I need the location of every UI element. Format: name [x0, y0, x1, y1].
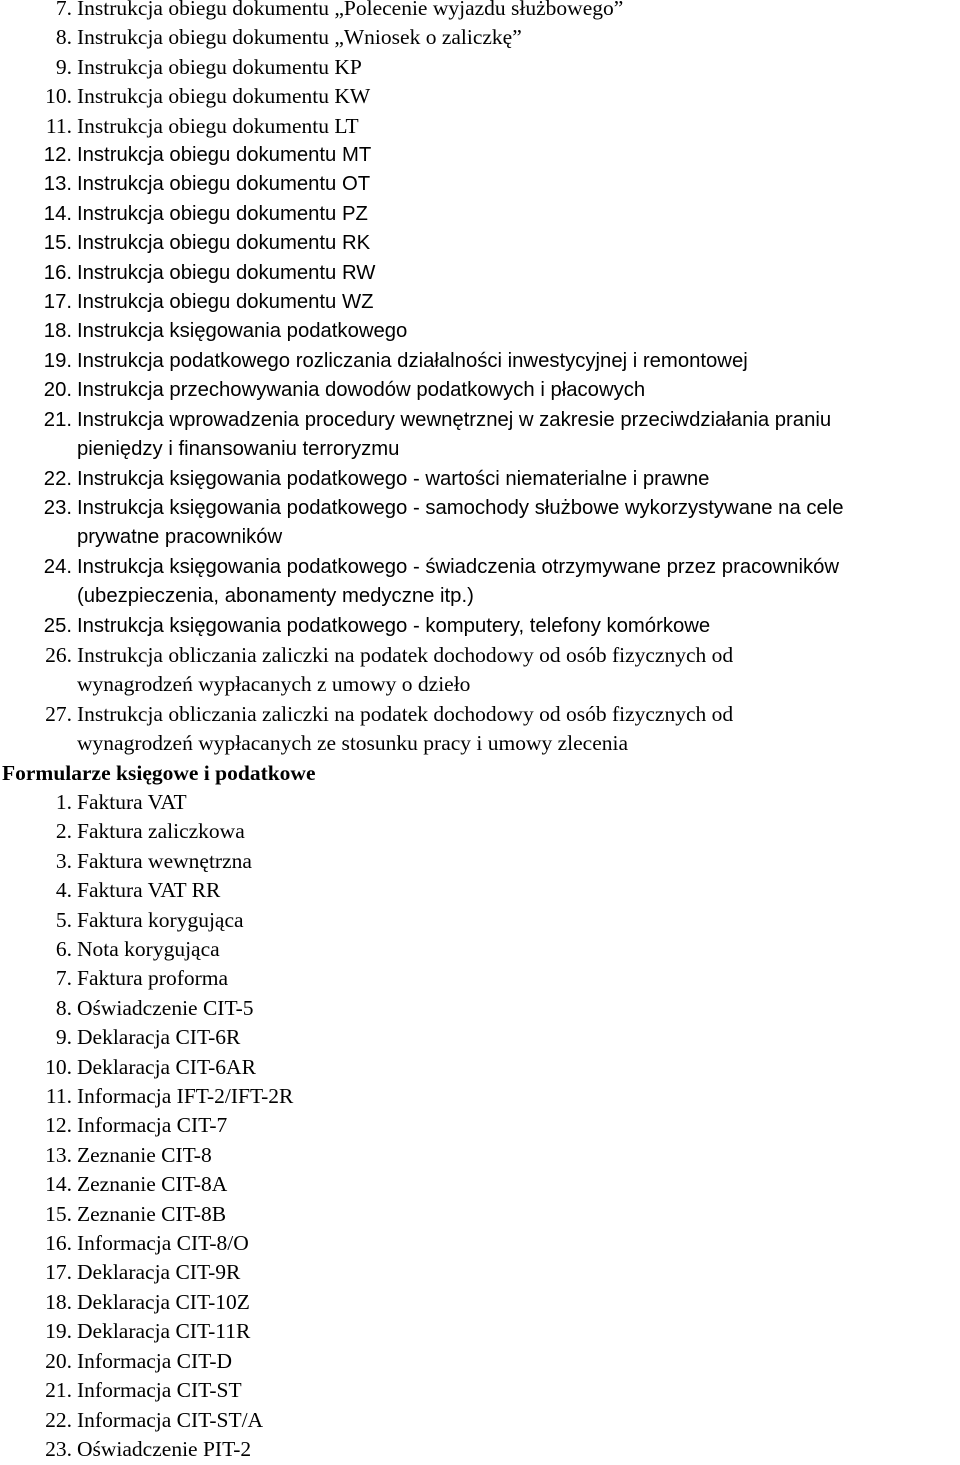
- list-item-number: 22.: [45, 1407, 72, 1432]
- list-item: [0, 200, 960, 229]
- list-item-text: Instrukcja księgowania podatkowego - komputery, telefony komórkowe: [77, 614, 711, 637]
- list-item: [0, 406, 960, 465]
- list-item-text: Instrukcja obiegu dokumentu „Wniosek o zaliczkę”: [77, 25, 522, 50]
- list-item-number: 10.: [45, 1054, 72, 1079]
- list-item: [0, 23, 960, 52]
- list-item: [0, 847, 960, 876]
- list-item-number: 3.: [55, 848, 72, 873]
- list-item-number: 9.: [55, 54, 72, 79]
- list-item-text: Instrukcja wprowadzenia procedury wewnętrznej w zakresie przeciwdziałania praniu: [77, 408, 832, 431]
- list-item-text: Deklaracja CIT-10Z: [77, 1289, 250, 1314]
- list-item-text: Faktura VAT: [77, 789, 187, 814]
- list-item-text: Faktura zaliczkowa: [77, 819, 245, 844]
- list-item-text: Instrukcja obiegu dokumentu MT: [77, 144, 372, 167]
- list-item: [0, 1229, 960, 1258]
- list-item-text: Instrukcja obliczania zaliczki na podatek dochodowy od osób fizycznych od: [77, 701, 734, 726]
- list-item: [0, 1347, 960, 1376]
- list-item-text: Faktura wewnętrzna: [77, 848, 252, 873]
- list-item: [0, 1317, 960, 1346]
- list-item-number: 21.: [43, 408, 72, 431]
- list-item-number: 23.: [45, 1436, 72, 1461]
- list-item-text: Informacja IFT-2/IFT-2R: [77, 1084, 294, 1109]
- list-item: [0, 288, 960, 317]
- list-item-text: Zeznanie CIT-8: [77, 1142, 212, 1167]
- list-item-text: Instrukcja obiegu dokumentu RW: [77, 261, 376, 284]
- list-item-text: Instrukcja przechowywania dowodów podatkowych i płacowych: [77, 379, 646, 402]
- list-item-number: 13.: [45, 1142, 72, 1167]
- list-item: [0, 553, 960, 612]
- list-item-text: Instrukcja obiegu dokumentu „Polecenie wyjazdu służbowego”: [77, 0, 624, 20]
- list-item-number: 9.: [55, 1025, 72, 1050]
- list-item: [0, 1288, 960, 1317]
- list-item-continuation: pieniędzy i finansowaniu terroryzmu: [77, 438, 400, 461]
- list-item: [0, 906, 960, 935]
- list-item-text: Instrukcja księgowania podatkowego - samochody służbowe wykorzystywane na cele: [77, 496, 844, 519]
- list-item-text: Faktura korygująca: [77, 907, 244, 932]
- list-item: [0, 229, 960, 258]
- list-item-number: 17.: [43, 291, 72, 314]
- list-item-number: 13.: [43, 173, 72, 196]
- list-item-continuation: wynagrodzeń wypłacanych z umowy o dzieło: [77, 672, 471, 697]
- list-item-text: Instrukcja obiegu dokumentu PZ: [77, 202, 368, 225]
- list-item-text: Instrukcja obiegu dokumentu RK: [77, 232, 371, 255]
- list-item-number: 25.: [43, 614, 72, 637]
- list-item-text: Oświadczenie CIT-5: [77, 995, 254, 1020]
- list-item: [0, 1053, 960, 1082]
- list-item: [0, 170, 960, 199]
- list-item-number: 15.: [43, 232, 72, 255]
- list-item-number: 15.: [45, 1201, 72, 1226]
- list-item-number: 18.: [43, 320, 72, 343]
- list-item: [0, 1406, 960, 1435]
- list-item: [0, 1082, 960, 1111]
- list-item-text: Instrukcja podatkowego rozliczania działalności inwestycyjnej i remontowej: [77, 349, 748, 372]
- list-item: [0, 1141, 960, 1170]
- list-item-number: 27.: [45, 701, 72, 726]
- list-item-number: 4.: [55, 878, 72, 903]
- list-item-number: 2.: [55, 819, 72, 844]
- list-item-number: 6.: [55, 937, 72, 961]
- list-item-number: 19.: [45, 1319, 72, 1344]
- list-item-number: 8.: [55, 25, 72, 50]
- list-item-number: 18.: [45, 1289, 72, 1314]
- list-item-text: Zeznanie CIT-8B: [77, 1201, 227, 1226]
- list-item-number: 14.: [43, 202, 72, 225]
- list-item-text: Instrukcja obliczania zaliczki na podatek dochodowy od osób fizycznych od: [77, 642, 734, 667]
- list-item-text: Informacja CIT-ST/A: [77, 1407, 264, 1432]
- list-item: [0, 53, 960, 82]
- list-item: [0, 317, 960, 346]
- list-item-number: 26.: [45, 642, 72, 667]
- list-item: [0, 141, 960, 170]
- list-item-number: 20.: [43, 379, 72, 402]
- list-item-text: Instrukcja obiegu dokumentu KW: [77, 84, 371, 109]
- list-item: [0, 788, 960, 817]
- list-item-number: 1.: [55, 789, 72, 814]
- list-item-number: 11.: [45, 113, 72, 138]
- list-item-number: 24.: [43, 555, 72, 578]
- list-item: [0, 612, 960, 641]
- list-item-number: 20.: [45, 1348, 72, 1373]
- list-item-text: Instrukcja obiegu dokumentu OT: [77, 173, 371, 196]
- list-item: [0, 1200, 960, 1229]
- list-item-number: 8.: [55, 995, 72, 1020]
- list-item-number: 10.: [45, 84, 72, 109]
- list-item-text: Informacja CIT-8/O: [77, 1231, 249, 1256]
- list-item: [0, 1023, 960, 1052]
- list-item: [0, 259, 960, 288]
- list-item-text: Faktura VAT RR: [77, 878, 221, 903]
- list-item-number: 12.: [45, 1113, 72, 1138]
- list-item-number: 7.: [55, 966, 72, 991]
- list-item-number: 19.: [43, 349, 72, 372]
- list-item: [0, 700, 960, 759]
- list-item-text: Zeznanie CIT-8A: [77, 1172, 228, 1197]
- list-item: [0, 817, 960, 846]
- list-item-text: Informacja CIT-D: [77, 1348, 233, 1373]
- list-item-number: 7.: [55, 0, 72, 20]
- list-item-number: 14.: [45, 1172, 72, 1197]
- list-item-text: Instrukcja księgowania podatkowego - świadczenia otrzymywane przez pracowników: [77, 555, 840, 578]
- list-item: [0, 1376, 960, 1405]
- list-item: [0, 994, 960, 1023]
- list-item-continuation: prywatne pracowników: [77, 526, 283, 549]
- list-item: [0, 494, 960, 553]
- forms-list: [0, 788, 960, 1464]
- list-item-continuation: (ubezpieczenia, abonamenty medyczne itp.): [77, 585, 474, 608]
- list-item-number: 16.: [45, 1231, 72, 1256]
- list-item-continuation: wynagrodzeń wypłacanych ze stosunku pracy i umowy zlecenia: [77, 731, 629, 756]
- list-item: [0, 465, 960, 494]
- list-item-number: 17.: [45, 1260, 72, 1285]
- list-item-number: 16.: [43, 261, 72, 284]
- list-item-text: Deklaracja CIT-9R: [77, 1260, 241, 1285]
- list-item-text: Informacja CIT-ST: [77, 1378, 242, 1403]
- list-item: [0, 935, 960, 964]
- list-item-text: Instrukcja obiegu dokumentu WZ: [77, 291, 374, 314]
- section-heading: Formularze księgowe i podatkowe: [2, 760, 316, 785]
- list-item: [0, 347, 960, 376]
- list-item-text: Faktura proforma: [77, 966, 229, 991]
- list-item-text: Instrukcja księgowania podatkowego - wartości niematerialne i prawne: [77, 467, 710, 490]
- list-item-text: Deklaracja CIT-6R: [77, 1025, 241, 1050]
- list-item: [0, 964, 960, 993]
- list-item: [0, 1435, 960, 1464]
- list-item-number: 22.: [43, 467, 72, 490]
- list-item-text: Instrukcja obiegu dokumentu LT: [77, 113, 359, 138]
- list-item-number: 12.: [43, 144, 72, 167]
- list-item: [0, 1111, 960, 1140]
- list-item-number: 23.: [43, 496, 72, 519]
- list-item-number: 5.: [55, 907, 72, 932]
- list-item: [0, 1170, 960, 1199]
- list-item-text: Instrukcja obiegu dokumentu KP: [77, 54, 362, 79]
- list-item-text: Nota korygująca: [77, 937, 220, 961]
- list-item: [0, 1258, 960, 1287]
- list-item: [0, 876, 960, 905]
- list-item-text: Deklaracja CIT-11R: [77, 1319, 251, 1344]
- list-item-text: Deklaracja CIT-6AR: [77, 1054, 256, 1079]
- list-item-text: Oświadczenie PIT-2: [77, 1436, 252, 1461]
- list-item-text: Informacja CIT-7: [77, 1113, 228, 1138]
- list-item-number: 11.: [45, 1084, 72, 1109]
- list-item-number: 21.: [45, 1378, 72, 1403]
- list-item-text: Instrukcja księgowania podatkowego: [77, 320, 408, 343]
- list-item: [0, 82, 960, 111]
- list-item: [0, 641, 960, 700]
- list-item: [0, 376, 960, 405]
- list-item: [0, 0, 960, 23]
- list-item: [0, 112, 960, 141]
